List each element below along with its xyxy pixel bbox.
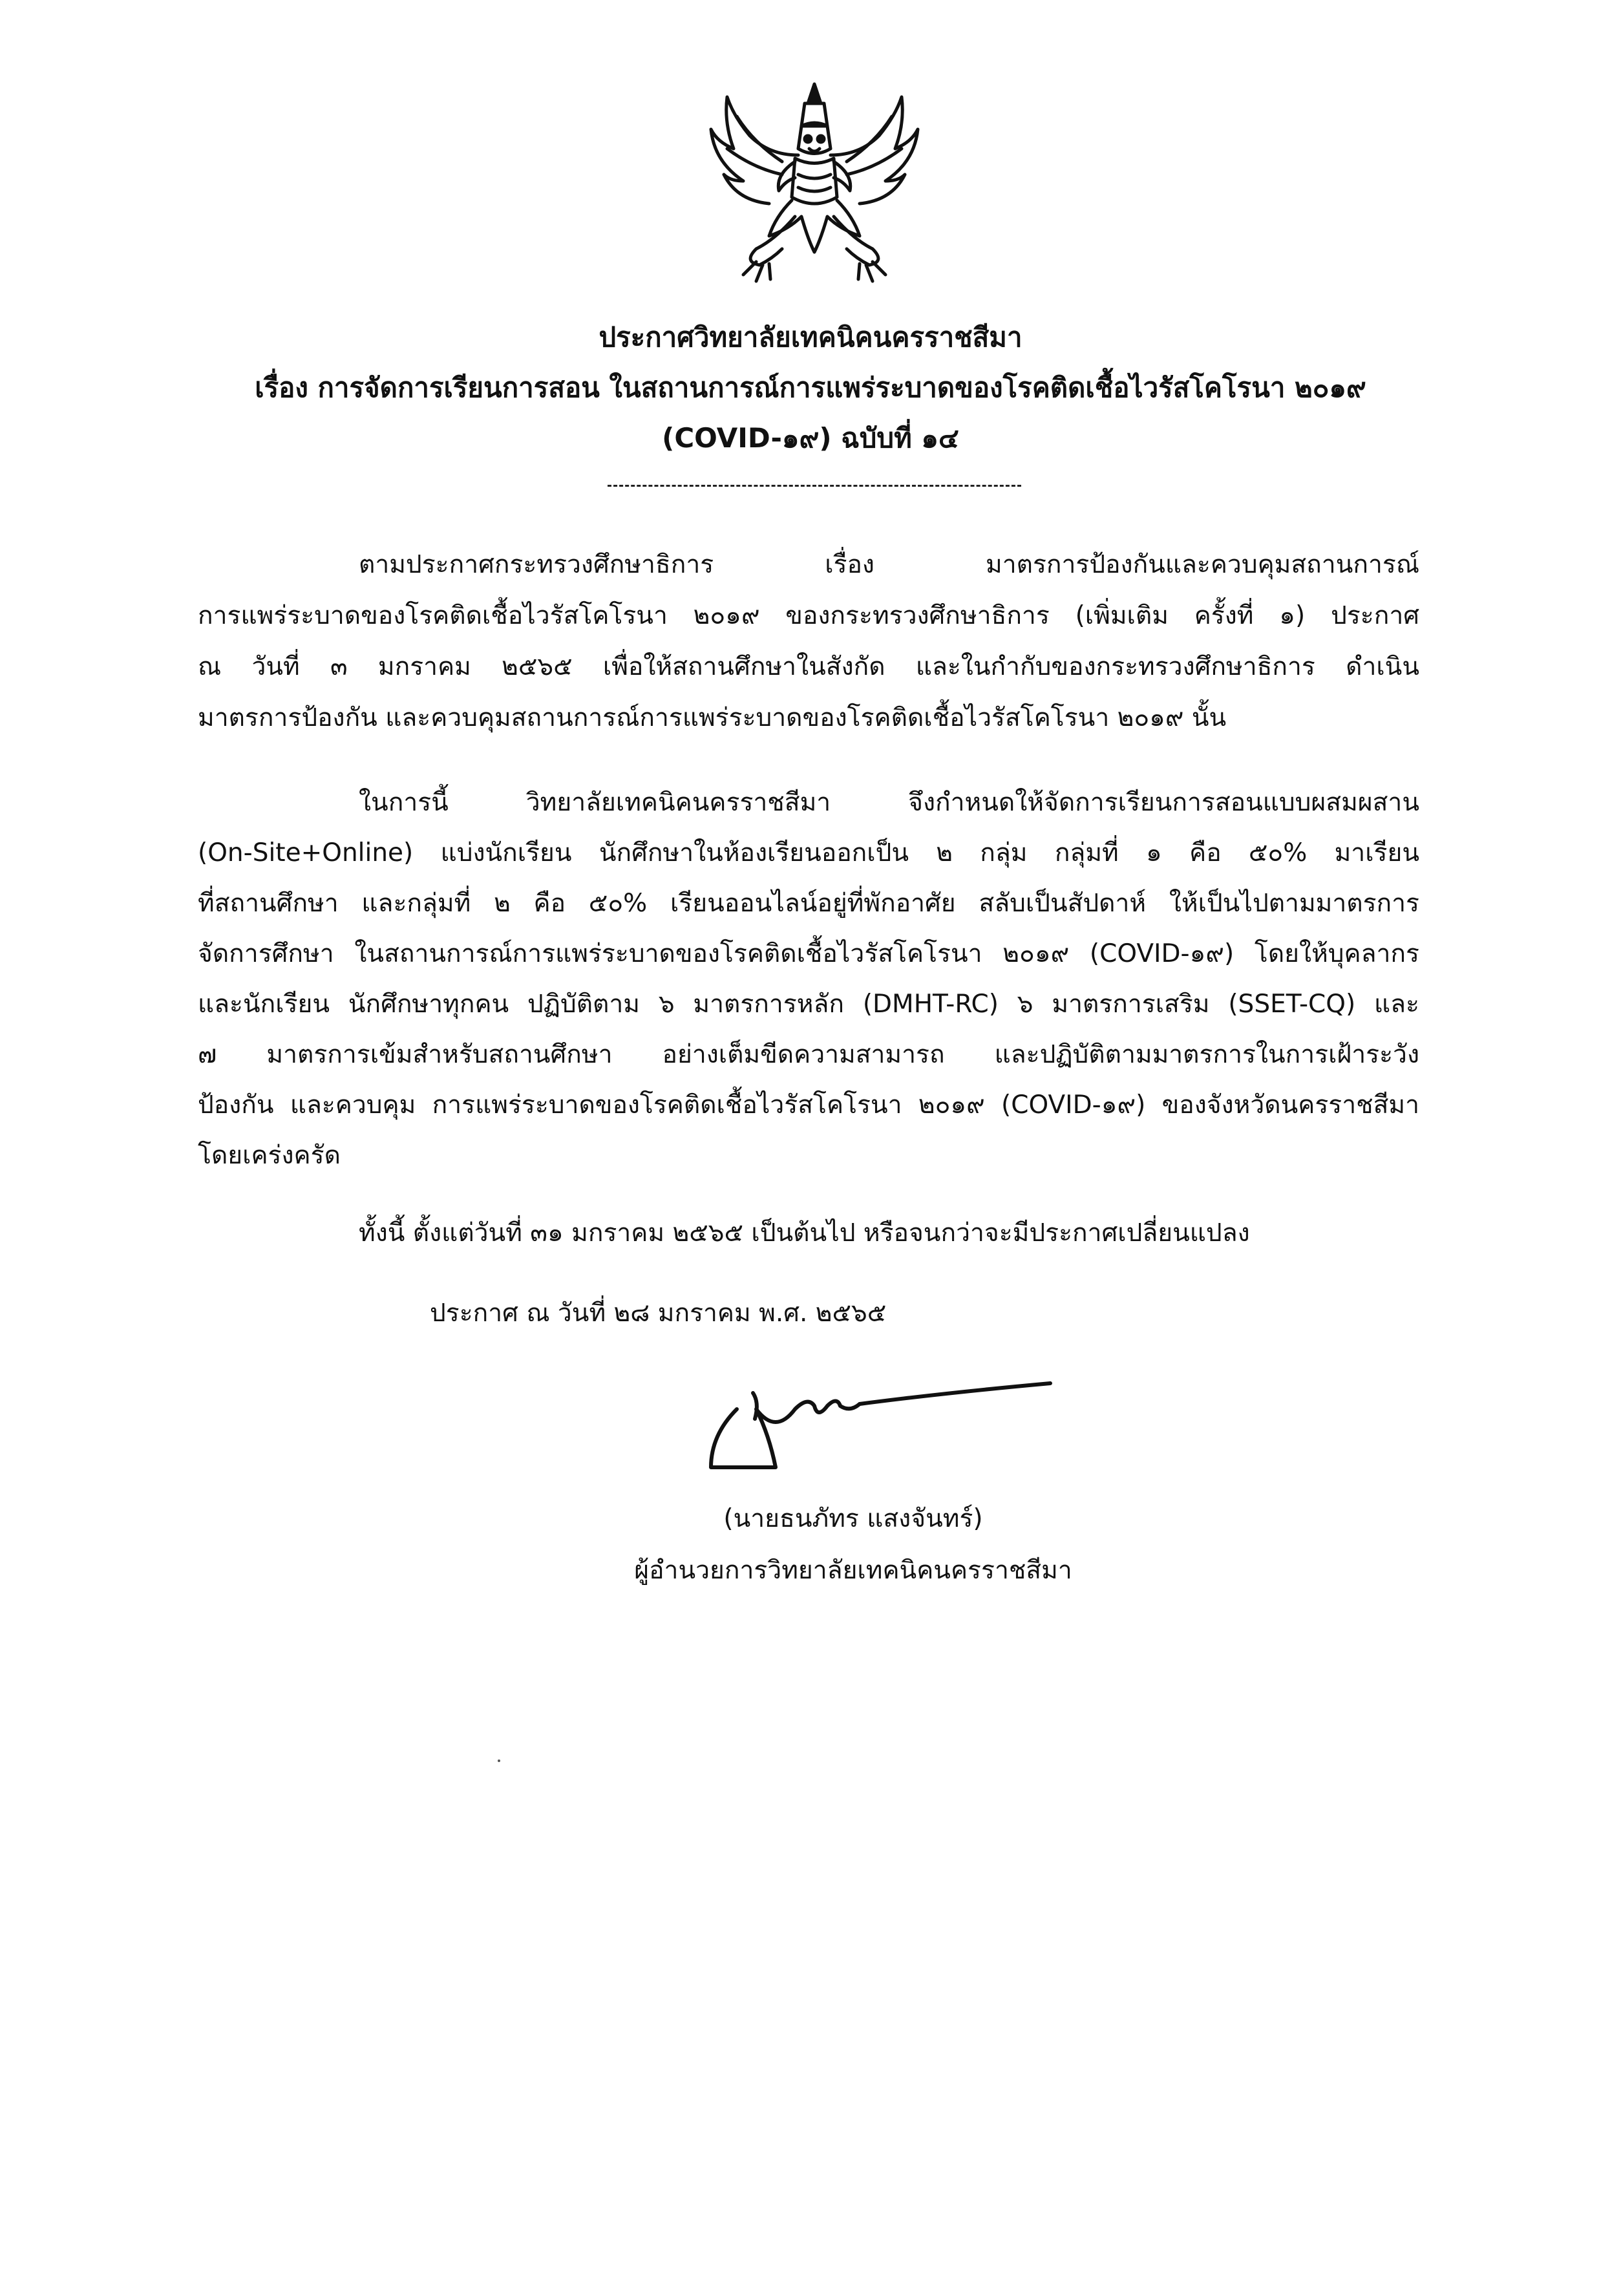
paragraph1-line: การแพร่ระบาดของโรคติดเชื้อไวรัสโคโรนา ๒๐๑๙ ของกระทรวงศึกษาธิการ (เพิ่มเติม ครั้งที่ ๑) ประกาศ xyxy=(198,601,1419,630)
announcement-subject: เรื่อง การจัดการเรียนการสอน ในสถานการณ์การแพร่ระบาดของโรคติดเชื้อไวรัสโคโรนา ๒๐๑๙ xyxy=(255,372,1366,403)
signatory-position: ผู้อำนวยการวิทยาลัยเทคนิคนครราชสีมา xyxy=(634,1556,1072,1585)
paragraph1-line: มาตรการป้องกัน และควบคุมสถานการณ์การแพร่ระบาดของโรคติดเชื้อไวรัสโคโรนา ๒๐๑๙ นั้น xyxy=(198,703,1227,732)
paragraph2-line: จัดการศึกษา ในสถานการณ์การแพร่ระบาดของโรคติดเชื้อไวรัสโคโรนา ๒๐๑๙ (COVID-๑๙) โดยให้บุคลากร xyxy=(198,939,1419,968)
effective-date-statement: ทั้งนี้ ตั้งแต่วันที่ ๓๑ มกราคม ๒๕๖๕ เป็นต้นไป หรือจนกว่าจะมีประกาศเปลี่ยนแปลง xyxy=(359,1218,1250,1248)
announcement-issue: (COVID-๑๙) ฉบับที่ ๑๔ xyxy=(662,422,959,454)
paragraph2-line: ๗ มาตรการเข้มสำหรับสถานศึกษา อย่างเต็มขีดความสามารถ และปฏิบัติตามมาตรการในการเฝ้าระวัง xyxy=(198,1040,1419,1069)
scan-speck xyxy=(498,1759,500,1762)
paragraph2-line: ป้องกัน และควบคุม การแพร่ระบาดของโรคติดเชื้อไวรัสโคโรนา ๒๐๑๙ (COVID-๑๙) ของจังหวัดนครราชสีมา xyxy=(198,1090,1419,1120)
handwritten-signature xyxy=(698,1357,1060,1487)
announcement-title: ประกาศวิทยาลัยเทคนิคนครราชสีมา xyxy=(599,321,1022,353)
signatory-name: (นายธนภัทร แสงจันทร์) xyxy=(723,1504,983,1533)
paragraph2-line: ที่สถานศึกษา และกลุ่มที่ ๒ คือ ๕๐% เรียนออนไลน์อยู่ที่พักอาศัย สลับเป็นสัปดาห์ ให้เป็นไปตามมาตรการ xyxy=(198,889,1419,918)
paragraph2-line: ในการนี้ วิทยาลัยเทคนิคนครราชสีมา จึงกำหนดให้จัดการเรียนการสอนแบบผสมผสาน xyxy=(359,788,1419,817)
paragraph2-line: (On-Site+Online) แบ่งนักเรียน นักศึกษาในห้องเรียนออกเป็น ๒ กลุ่ม กลุ่มที่ ๑ คือ ๕๐% มาเรียน xyxy=(198,838,1419,867)
paragraph2-line: โดยเคร่งครัด xyxy=(198,1141,341,1170)
garuda-emblem-icon xyxy=(698,78,931,291)
paragraph1-line: ตามประกาศกระทรวงศึกษาธิการ เรื่อง มาตรการป้องกันและควบคุมสถานการณ์ xyxy=(359,550,1419,579)
paragraph2-line: และนักเรียน นักศึกษาทุกคน ปฏิบัติตาม ๖ มาตรการหลัก (DMHT-RC) ๖ มาตรการเสริม (SSET-CQ) และ xyxy=(198,990,1419,1019)
paragraph1-line: ณ วันที่ ๓ มกราคม ๒๕๖๕ เพื่อให้สถานศึกษาในสังกัด และในกำกับของกระทรวงศึกษาธิการ ดำเนิน xyxy=(198,652,1419,681)
title-divider xyxy=(608,485,1021,487)
announcement-date: ประกาศ ณ วันที่ ๒๘ มกราคม พ.ศ. ๒๕๖๕ xyxy=(430,1299,887,1328)
